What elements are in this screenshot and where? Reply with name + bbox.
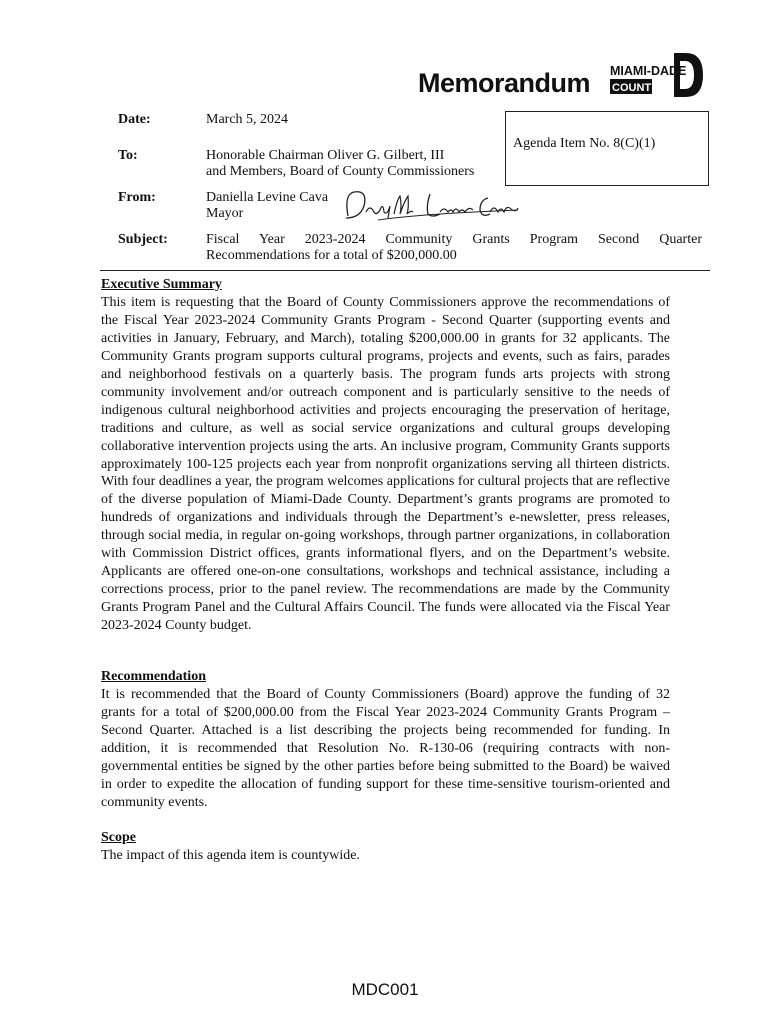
svg-text:COUNTY: COUNTY <box>612 82 659 94</box>
signature-image <box>338 184 520 226</box>
recommendation-section <box>101 668 670 812</box>
scope-body: The impact of this agenda item is countywide. <box>101 847 360 863</box>
miami-dade-county-logo <box>608 51 704 99</box>
scope-heading: Scope <box>101 830 136 845</box>
subject-line2: Recommendations for a total of $200,000.00 <box>206 248 457 263</box>
recommendation-body: It is recommended that the Board of County Commissioners (Board) approve the funding of 32 grants for a total of $200,000.00 from the Fiscal Year 2023-2024 Community Grants Program – Second Quarter. Attached is a list describing the projects being recommended for funding. In addition, it is recommended that Resolution No. R-130-06 (requiring contracts with non-governmental entities be signed by the other parties before being submitted to the Board) be waived in order to expedite the allocation of funding support for these time-sensitive tourism-oriented and community events. <box>101 686 670 810</box>
header-divider <box>100 270 710 271</box>
executive-summary-section <box>101 276 670 635</box>
page-code: MDC001 <box>351 980 419 999</box>
agenda-item-box <box>505 111 709 186</box>
subject-label: Subject: <box>118 232 168 247</box>
svg-text:MIAMI-DADE: MIAMI-DADE <box>610 64 687 78</box>
agenda-item-number: Agenda Item No. 8(C)(1) <box>513 136 656 151</box>
executive-summary-body: This item is requesting that the Board of County Commissioners approve the recommendations of the Fiscal Year 2023-2024 Community Grants Program - Second Quarter (supporting events and activities in January, February, and March), totaling $200,000.00 in grants for 32 applicants. The Community Grants program supports cultural programs, projects and events, such as fairs, parades and neighborhood festivals on a quarterly basis. The program funds arts projects with strong community involvement and/or outreach component and is particularly sensitive to the needs of indigenous cultural neighborhood activities and projects encouraging the preservation of heritage, traditions and culture, as well as social service organizations and cultural groups developing collaborative intervention projects using the arts. An inclusive program, Community Grants supports approximately 100-125 projects each year from nonprofit organizations serving all thirteen districts. With four deadlines a year, the program welcomes applications for cultural projects that are reflective of the diverse population of Miami-Dade County. Department’s grants programs are promoted to hundreds of organizations and individuals through the Department’s e-newsletter, press releases, through social media, in regular on-going workshops, through partner organizations, in collaboration with Commission District offices, grants informational flyers, and on the Department’s website. Applicants are offered one-on-one consultations, workshops and technical assistance, including a corrections process, prior to the panel review. The recommendations are made by the Community Grants Program Panel and the Cultural Affairs Council. The funds were allocated via the Fiscal Year 2023-2024 County budget. <box>101 294 670 634</box>
recommendation-heading: Recommendation <box>101 669 206 684</box>
from-title: Mayor <box>206 206 244 221</box>
subject-line1: Fiscal Year 2023-2024 Community Grants Program Second Quarter <box>206 232 702 247</box>
date-value: March 5, 2024 <box>206 112 289 127</box>
to-label: To: <box>118 148 138 163</box>
scope-section <box>101 829 670 865</box>
date-label: Date: <box>118 112 151 127</box>
to-recipient-line2: and Members, Board of County Commissioners <box>206 164 475 179</box>
memo-title: Memorandum <box>418 68 591 98</box>
to-recipient-line1: Honorable Chairman Oliver G. Gilbert, III <box>206 148 445 163</box>
from-label: From: <box>118 190 156 205</box>
executive-summary-heading: Executive Summary <box>101 277 222 292</box>
from-name: Daniella Levine Cava <box>206 190 329 205</box>
